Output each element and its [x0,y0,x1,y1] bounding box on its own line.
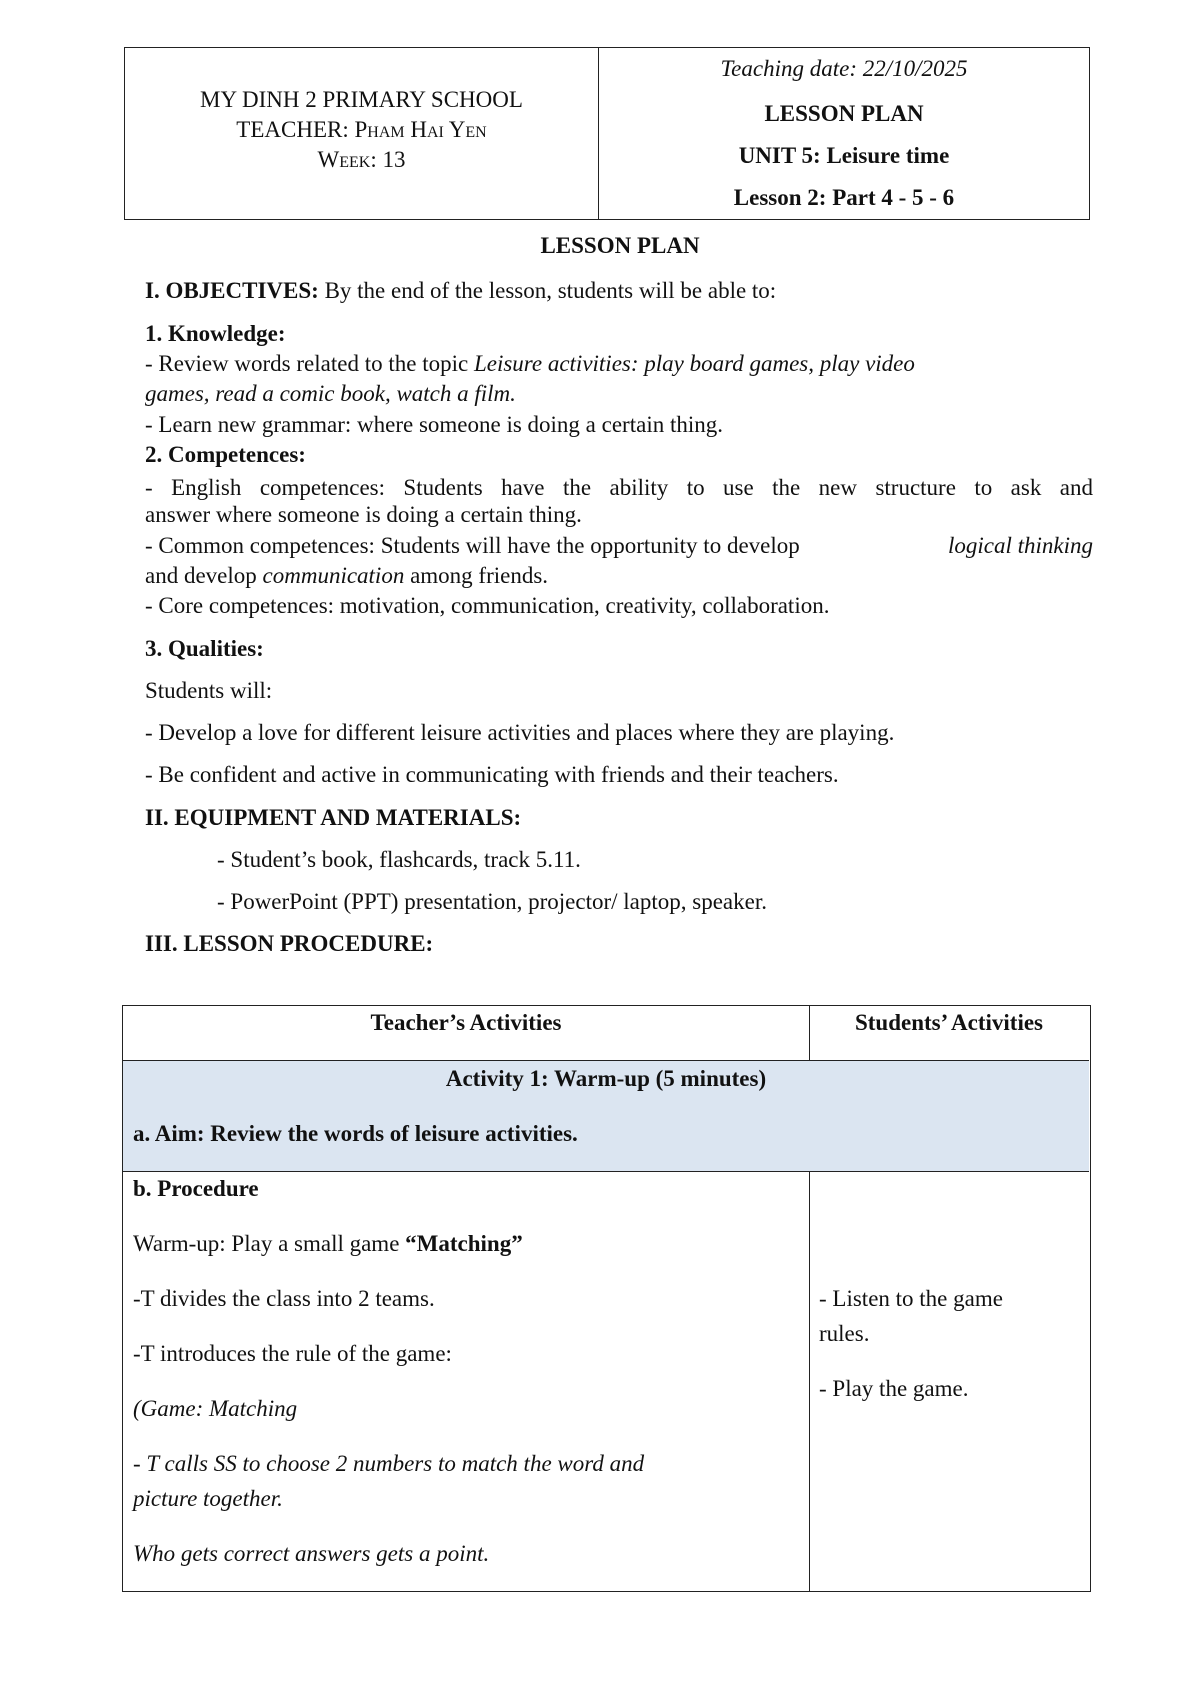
week-label: Week [317,146,371,172]
qualities-heading: 3. Qualities: [145,636,264,661]
lesson-title: Lesson 2: Part 4 - 5 - 6 [733,185,955,210]
week-value: : 13 [370,146,406,172]
col-header-teacher: Teacher’s Activities [370,1010,562,1035]
knowledge-item-1-cont: games, read a comic book, watch a film. [145,381,516,406]
teacher-step-2: -T introduces the rule of the game: [133,1341,452,1366]
teacher-step-3: (Game: Matching [133,1396,298,1421]
teacher-line: TEACHER: Pham Hai Yen [236,116,487,142]
knowledge-item-1: - Review words related to the topic Leisure activities: play board games, play video [145,351,915,376]
equipment-item-1: - Student’s book, flashcards, track 5.11. [217,847,581,872]
quality-item-2: - Be confident and active in communicating with friends and their teachers. [145,762,839,787]
competence-item-2-cont: and develop communication among friends. [145,563,549,588]
teacher-step-5: Who gets correct answers gets a point. [133,1541,490,1566]
teacher-step-4-cont: picture together. [133,1486,283,1511]
student-step-1: - Listen to the game [819,1286,1003,1311]
objectives-heading: I. OBJECTIVES: [145,278,319,303]
column-divider [809,1171,810,1591]
procedure-label: b. Procedure [133,1176,259,1201]
objectives-line [145,278,776,304]
teacher-step-4: - T calls SS to choose 2 numbers to match the word and [133,1451,645,1476]
knowledge-item-2: - Learn new grammar: where someone is doing a certain thing. [145,412,723,437]
procedure-heading: III. LESSON PROCEDURE: [145,931,434,956]
week-line [318,145,406,175]
competences-heading: 2. Competences: [145,442,306,467]
competence-item-1-cont: answer where someone is doing a certain thing. [145,502,582,527]
col-header-students: Students’ Activities [854,1010,1044,1035]
quality-item-1: - Develop a love for different leisure activities and places where they are playing. [145,720,895,745]
student-step-1-cont: rules. [819,1321,870,1346]
competence-item-1: - English competences: Students have the ability to use the new structure to ask and [145,475,1093,500]
activity-title: Activity 1: Warm-up (5 minutes) [445,1066,767,1091]
student-step-2: - Play the game. [819,1376,969,1401]
competence-item-3: - Core competences: motivation, communication, creativity, collaboration. [145,593,830,618]
equipment-item-2: - PowerPoint (PPT) presentation, projector/ laptop, speaker. [217,889,767,914]
unit-title: UNIT 5: Leisure time [738,143,950,168]
table-divider [123,1171,1089,1172]
procedure-table [122,1005,1091,1592]
equipment-heading: II. EQUIPMENT AND MATERIALS: [145,805,522,830]
header-box [124,47,1090,220]
teacher-step-1: -T divides the class into 2 teams. [133,1286,435,1311]
activity-aim: a. Aim: Review the words of leisure activities. [133,1121,578,1146]
school-name: MY DINH 2 PRIMARY SCHOOL [200,86,523,112]
objectives-intro: By the end of the lesson, students will be able to: [318,278,777,303]
knowledge-heading: 1. Knowledge: [145,321,286,346]
lesson-info [599,48,1089,219]
competence-item-2: - Common competences: Students will have the opportunity to develop logical thinking [145,533,1093,558]
qualities-intro: Students will: [145,678,273,703]
table-divider [123,1060,1089,1061]
plan-title: LESSON PLAN [764,101,924,126]
page-title: LESSON PLAN [540,233,700,258]
school-info [125,48,599,219]
teacher-name: Pham Hai Yen [354,116,487,142]
warmup-line: Warm-up: Play a small game “Matching” [133,1231,523,1256]
teaching-date: Teaching date: 22/10/2025 [720,56,968,81]
